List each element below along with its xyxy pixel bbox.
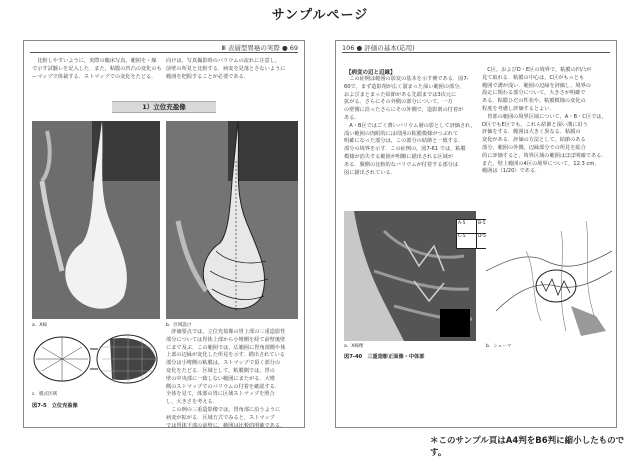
right-running-head: 106 ● 評価の基本(応用)	[342, 44, 415, 52]
text-line: また，壁上範囲の4区の境界について，12.3 cm，	[482, 160, 600, 167]
text-line: 範囲は（1/20）である．	[482, 168, 541, 175]
left-column1-text	[32, 58, 160, 90]
text-line: 上部の辺縁が変化した所見を示す．描出されている	[166, 352, 285, 359]
text-line: ある．粘膜ひだの性状や，粘膜模様の変化の	[482, 98, 586, 105]
text-line: の壁側に沿ったさらにその外側で，造影剤の付着が	[344, 107, 464, 114]
grid-label: B-5	[478, 221, 486, 226]
text-line: し，大きさを考える．	[166, 399, 218, 406]
right-subheading: 【病変の辺と辺縁】	[346, 70, 396, 76]
sample-page-title: サンプルページ	[271, 8, 369, 23]
text-line: 部分の境界を示す．この症例の，図7-61 では，粘膜	[344, 146, 466, 153]
left-body-text	[166, 329, 298, 429]
text-line: 前壁の所見と比較する．病変を見落とさないように	[166, 65, 286, 72]
right-page	[335, 40, 617, 428]
text-line: 評価をする．範囲は大きく異なる．粘膜の	[482, 129, 581, 136]
text-line: 変化がある．評価の方法として，結節のある	[482, 137, 586, 144]
caption-c: c．模式区域	[32, 392, 57, 397]
text-line: 60で，まず造影剤が広く溜まった深い範囲の部分，	[344, 83, 465, 90]
section-title: 1）立位充盈像	[112, 101, 216, 113]
text-line: この例の三重造影像では，胃角部に沿うように	[166, 406, 281, 413]
text-line: 側のストマップでのバリウムの付着を確認する．	[166, 383, 281, 390]
text-line: 明確になった部分は，この部分の結節と一致する．	[344, 138, 464, 145]
xray-photo-a	[32, 121, 160, 319]
grid-divider	[476, 220, 477, 248]
text-line: 的に評価すると，境界区域の範囲はほぼ明確である．	[482, 152, 607, 159]
text-line: この症例は範囲の影変の基本を示す例である．図7-	[344, 76, 469, 82]
text-line: 部分は小彎側の粘膜は，ストマップで頂く部分の	[166, 360, 281, 367]
right-header-rule	[342, 52, 610, 53]
text-line: 部分については胃体上部から小彎側を経て前壁後壁	[166, 336, 286, 343]
text-line: にまで及ぶ．この範囲では，広範囲に胃角部側や体	[166, 344, 286, 351]
grid-label: C-5	[458, 234, 466, 239]
text-line: 程度を考慮し評価するとよい．	[482, 105, 555, 112]
text-line: 向けは，写真撮影時のバリウムの流れに注意し，	[166, 58, 281, 64]
text-line: 胃部の範囲の境界区域について，A・B・C区では，	[482, 113, 607, 120]
figure-title-right: 図7-40 三重造影正面像・中体部	[344, 354, 425, 360]
text-line: D区でもE区でも，これら結節と深い溝に沿う	[482, 121, 588, 128]
left-header-rule	[30, 52, 298, 53]
right-column1-text	[344, 76, 474, 184]
grid-label: A-5	[458, 221, 466, 226]
sketch-schema-b	[486, 211, 612, 341]
stomach-grid-schema	[32, 329, 160, 387]
text-line: 部分，範囲の外側，辺縁部分での所見を総合	[482, 144, 586, 151]
text-line: ある．腹側の比較的なバリウムが付着する部分は	[344, 161, 459, 168]
text-line: では胃体下部の前壁に，範囲は比較的明確である．	[166, 422, 286, 429]
text-line: およびまとまった結節がある先端までは3次元に	[344, 91, 457, 98]
text-line: 病変が拡がる．区域方式でみると，ストマップ	[166, 414, 275, 421]
text-line: 変化をたどる．区域として，粘膜側では，胃の	[166, 367, 275, 374]
figure-title-left: 図7-5 立位充盈像	[32, 403, 78, 409]
caption-right-b: b．シェーマ	[486, 344, 512, 349]
caption-a: a．X線	[32, 323, 47, 328]
footnote: ＊このサンプル頁はA4判をB6判に縮小したものです。	[430, 436, 625, 458]
text-line: 壁の中央部に一致しない範囲にまたがる．大彎	[166, 375, 275, 382]
text-line: 範囲で溝が浅い．範囲の辺縁を評価し，境界の	[482, 82, 591, 89]
text-line: 範囲を把握することが必要である．	[166, 73, 250, 80]
text-line: 比較しやすいように，実際の臨床写真，範囲を・線	[32, 58, 157, 64]
text-line: 全体を見て，体部の胃に区域ストマップを照合	[166, 391, 275, 398]
right-column2-text	[482, 67, 612, 183]
xray-photo-b-schema	[166, 121, 298, 319]
text-line: 図に描出されている．	[344, 169, 396, 176]
text-line: 浅い範囲の肉眼的には周囲の粘膜模様がつぶれて	[344, 130, 459, 137]
text-line: ある．	[344, 114, 360, 121]
caption-right-a: a．X線像	[344, 344, 364, 349]
text-line: 模様が消失する範囲が明瞭に描出される区域が	[344, 153, 453, 160]
text-line: C区，およびD・E区の境界で，粘膜の凹凸が	[482, 67, 592, 73]
text-line: ーマップで体裁する．ストマップでの変化をたどる．	[32, 73, 157, 80]
left-page	[23, 40, 305, 428]
left-running-head: Ⅲ 表層型胃癌の実際 ● 69	[221, 44, 298, 52]
text-line: 見て取れる．粘膜の中心は，C区がもっとも	[482, 74, 585, 81]
text-line: 拡がる．さらにその外側の部分について，一方	[344, 99, 453, 106]
left-column2-text	[166, 58, 298, 90]
grid-label: D-5	[478, 234, 486, 239]
text-line: A・B区ではごく薄いバリウム層の影として評価され，	[344, 122, 476, 129]
text-line: で示す試験レを記入した．また，粘膜の凹凸の変化のも	[32, 65, 162, 72]
text-line: 評価要点では，立位充盈像の胃上部の三重造影性	[166, 329, 286, 335]
caption-b: b．区域設け	[166, 323, 192, 328]
text-line: 設定に関わる部分について，大きさが明確で	[482, 90, 586, 97]
